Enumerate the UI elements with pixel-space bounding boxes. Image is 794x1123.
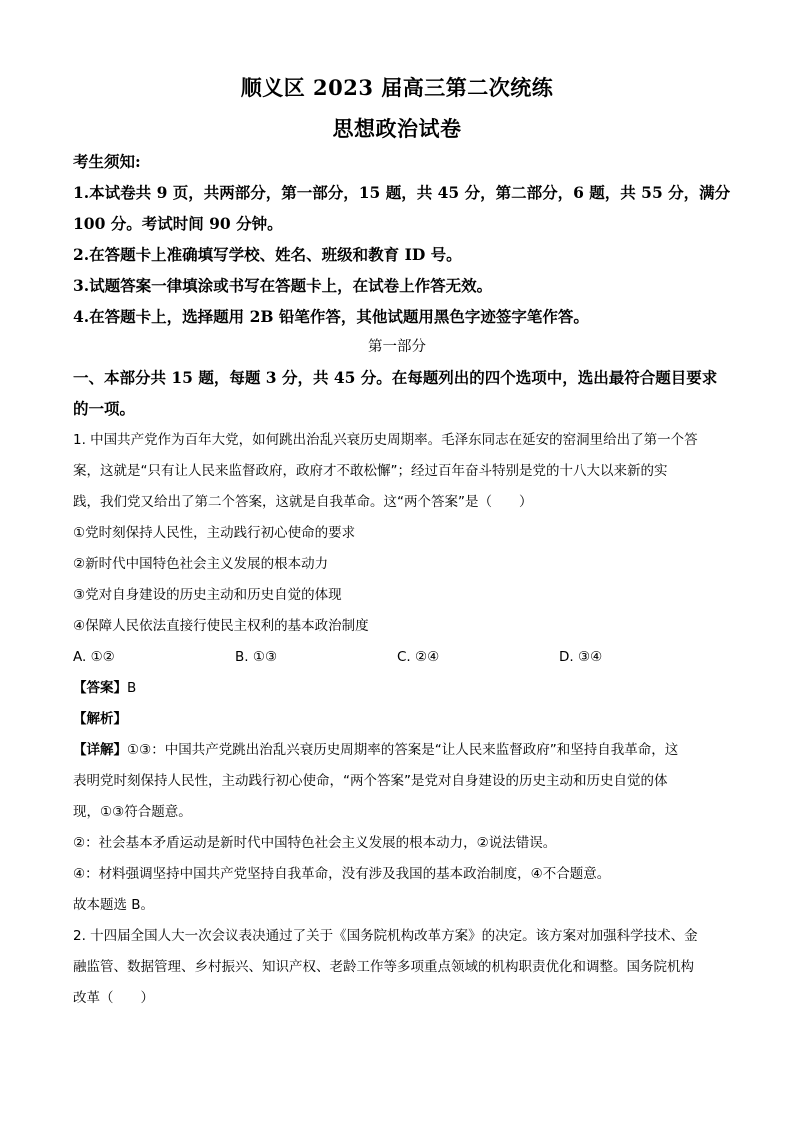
notice-item-4: 4.在答题卡上，选择题用 2B 铅笔作答，其他试题用黑色字迹签字笔作答。 [73,307,589,326]
q2-stem-line-2: 融监管、数据管理、乡村振兴、知识产权、老龄工作等多项重点领域的机构职责优化和调整。国务院机构 [73,959,694,975]
part-intro-line-2: 的一项。 [73,399,136,418]
q2-stem-line-3: 改革（ ） [73,990,154,1006]
q1-detail-line-3: 现，①③符合题意。 [73,804,192,820]
exam-title: 顺义区 2023 届高三第二次统练 [240,75,554,100]
q1-item-1: ①党时刻保持人民性，主动践行初心使命的要求 [73,525,356,541]
q1-option-b: B. ①③ [235,649,278,665]
q1-stem-line-3: 践，我们党又给出了第二个答案，这就是自我革命。这“两个答案”是（ ） [73,494,533,510]
q1-detail-line-1 [73,735,723,766]
q2-stem-line-1: 2. 十四届全国人大一次会议表决通过了关于《国务院机构改革方案》的决定。该方案对加强科学技术、金 [73,928,698,944]
q1-option-d: D. ③④ [559,649,603,665]
detail-text-1: ①③：中国共产党跳出治乱兴衰历史周期率的答案是“让人民来监督政府”和坚持自我革命，这 [127,742,679,758]
q1-item-4: ④保障人民依法直接行使民主权利的基本政治制度 [73,618,369,634]
section-title: 第一部分 [368,339,426,355]
q1-option-c: C. ②④ [397,649,440,665]
q1-detail-line-2: 表明党时刻保持人民性，主动践行初心使命，“两个答案”是党对自身建设的历史主动和历史自觉的体 [73,773,668,789]
notice-item-3: 3.试题答案一律填涂或书写在答题卡上，在试卷上作答无效。 [73,276,493,295]
part-intro [73,362,723,424]
q1-item-3: ③党对自身建设的历史主动和历史自觉的体现 [73,587,342,603]
q1-stem-line-2: 案，这就是“只有让人民来监督政府，政府才不敢松懈”；经过百年奋斗特别是党的十八大以来新的实 [73,463,668,479]
q1-conclusion: 故本题选 B。 [73,897,155,913]
notice-item-1-line-2: 100 分。考试时间 90 分钟。 [73,214,283,233]
analysis-label: 【解析】 [73,711,127,727]
q1-options [73,642,723,673]
q1-analysis [73,704,723,735]
part-intro-line-1: 一、本部分共 15 题，每题 3 分，共 45 分。在每题列出的四个选项中，选出最符合题目要求 [73,368,718,387]
question-area [73,425,723,1014]
notice-heading: 考生须知: [73,152,141,171]
notice-item-1-line-1: 1.本试卷共 9 页，共两部分，第一部分，15 题，共 45 分，第二部分，6 题，共 55 分，满分 [73,183,731,202]
answer-label: 【答案】 [73,680,127,696]
q1-option-a: A. ①② [73,649,115,665]
exam-subtitle: 思想政治试卷 [332,116,462,141]
q1-item-2: ②新时代中国特色社会主义发展的根本动力 [73,556,329,572]
q1-answer [73,673,723,704]
q1-detail-line-4: ②：社会基本矛盾运动是新时代中国特色社会主义发展的根本动力，②说法错误。 [73,835,557,851]
q1-stem-line-1: 1. 中国共产党作为百年大党，如何跳出治乱兴衰历史周期率。毛泽东同志在延安的窑洞里给出了第一个答 [73,432,698,448]
notice-section [73,146,731,332]
detail-label: 【详解】 [73,742,127,758]
notice-item-2: 2.在答题卡上准确填写学校、姓名、班级和教育 ID 号。 [73,245,462,264]
answer-value: B [127,680,137,696]
q1-detail-line-5: ④：材料强调坚持中国共产党坚持自我革命，没有涉及我国的基本政治制度，④不合题意。 [73,866,611,882]
